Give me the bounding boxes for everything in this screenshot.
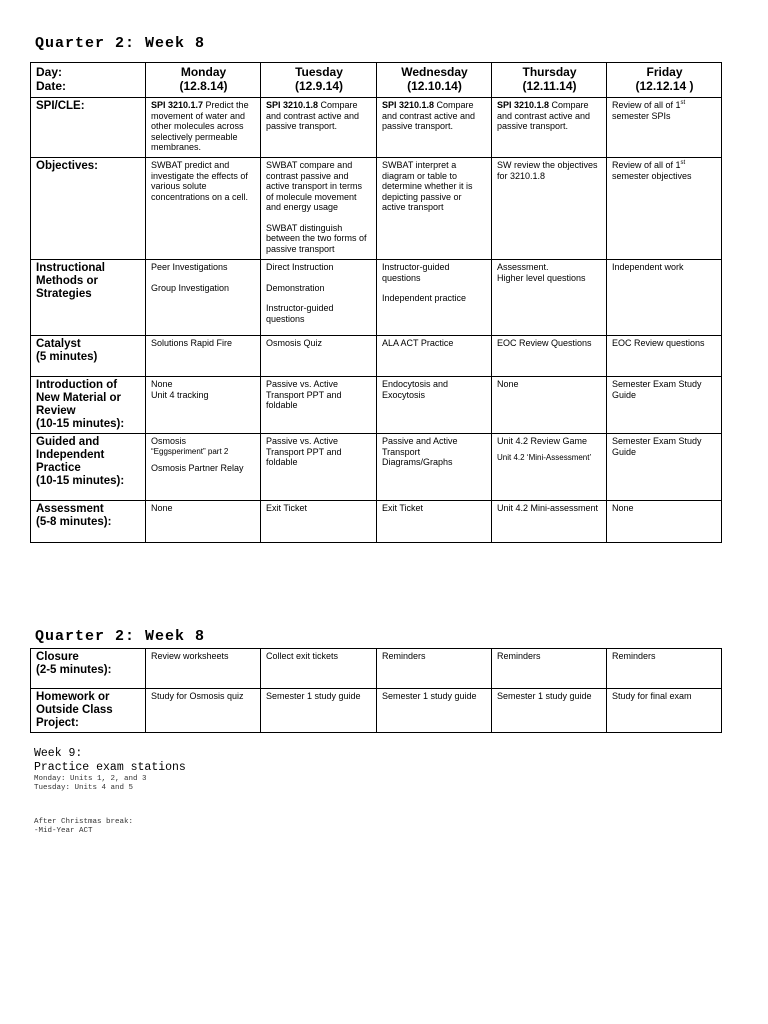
day-name: Wednesday — [401, 65, 468, 79]
page-title-repeat: Quarter 2: Week 8 — [35, 628, 206, 645]
objective-text: SWBAT distinguish between the two forms of passive transport — [266, 222, 367, 254]
closure-thursday: Reminders — [492, 649, 607, 689]
method-text: Higher level questions — [497, 272, 586, 283]
page-title: Quarter 2: Week 8 — [35, 35, 206, 52]
method-text: Demonstration — [266, 282, 325, 293]
day-label: Day: — [36, 65, 63, 79]
method-text: Assessment. — [497, 262, 549, 272]
assessment-row — [31, 501, 722, 543]
row-label-text: (5 minutes) — [36, 351, 98, 363]
spi-text: Review of all of 1 — [612, 100, 681, 110]
homework-friday: Study for final exam — [607, 689, 722, 733]
assessment-tuesday: Exit Ticket — [261, 501, 377, 543]
row-label-text: Guided and Independent Practice — [36, 436, 105, 474]
assessment-friday: None — [607, 501, 722, 543]
row-label-text: (10-15 minutes): — [36, 475, 125, 487]
day-date: (12.11.14) — [522, 79, 577, 93]
closure-wednesday: Reminders — [377, 649, 492, 689]
catalyst-tuesday: Osmosis Quiz — [261, 336, 377, 377]
closure-row — [31, 649, 722, 689]
guided-monday — [146, 434, 261, 501]
catalyst-monday: Solutions Rapid Fire — [146, 336, 261, 377]
guided-text: Osmosis — [151, 436, 187, 446]
homework-thursday: Semester 1 study guide — [492, 689, 607, 733]
row-label — [31, 649, 146, 689]
catalyst-row — [31, 336, 722, 377]
objective-text: semester objectives — [612, 170, 692, 181]
thursday-header — [492, 63, 607, 98]
day-name: Friday — [646, 65, 683, 79]
methods-tuesday — [261, 260, 377, 336]
methods-row — [31, 260, 722, 336]
spi-monday — [146, 98, 261, 158]
intro-friday: Semester Exam Study Guide — [607, 377, 722, 434]
guided-text: Unit 4.2 ‘Mini-Assessment’ — [497, 452, 592, 462]
spi-text: Predict the movement of water and other molecules across selectively permeable membranes. — [151, 100, 249, 152]
objectives-tuesday — [261, 158, 377, 260]
row-label — [31, 434, 146, 501]
method-text: Independent practice — [382, 293, 467, 303]
closure-tuesday: Collect exit tickets — [261, 649, 377, 689]
break-item: -Mid-Year ACT — [34, 827, 93, 835]
closure-friday: Reminders — [607, 649, 722, 689]
guided-text: Unit 4.2 Review Game — [497, 436, 588, 446]
spi-text: Compare and contrast active and passive transport. — [266, 100, 360, 131]
spi-code: SPI 3210.1.8 — [497, 100, 550, 110]
spi-tuesday — [261, 98, 377, 158]
homework-row — [31, 689, 722, 733]
intro-monday — [146, 377, 261, 434]
day-name: Tuesday — [295, 65, 343, 79]
methods-wednesday — [377, 260, 492, 336]
row-label-text: Assessment — [36, 503, 104, 515]
row-label-text: (5-8 minutes): — [36, 516, 112, 528]
methods-friday: Independent work — [607, 260, 722, 336]
row-label — [31, 377, 146, 434]
row-label — [31, 501, 146, 543]
guided-row — [31, 434, 722, 501]
week9-tuesday-note: Tuesday: Units 4 and 5 — [34, 784, 134, 792]
superscript: st — [680, 100, 686, 106]
day-date-label — [31, 63, 146, 98]
spi-code: SPI 3210.1.8 — [266, 100, 319, 110]
tuesday-header — [261, 63, 377, 98]
break-title: After Christmas break: — [34, 818, 134, 826]
intro-thursday: None — [492, 377, 607, 434]
methods-thursday — [492, 260, 607, 336]
guided-tuesday: Passive vs. Active Transport PPT and foldable — [261, 434, 377, 501]
objective-text: SWBAT compare and contrast passive and active transport in terms of molecule movement and energy usage — [266, 160, 363, 212]
method-text: Instructor-guided questions — [266, 303, 334, 324]
day-date: (12.10.14) — [407, 79, 462, 93]
catalyst-thursday: EOC Review Questions — [492, 336, 607, 377]
lesson-plan-table — [30, 62, 722, 543]
spi-row — [31, 98, 722, 158]
homework-monday: Study for Osmosis quiz — [146, 689, 261, 733]
spi-text: semester SPIs — [612, 110, 671, 121]
row-label: Objectives: — [31, 158, 146, 260]
spi-thursday — [492, 98, 607, 158]
week9-title: Week 9: — [34, 747, 83, 760]
spi-code: SPI 3210.1.8 — [382, 100, 435, 110]
row-label: Instructional Methods or Strategies — [31, 260, 146, 336]
spi-text: Compare and contrast active and passive transport. — [382, 100, 476, 131]
intro-text: Unit 4 tracking — [151, 389, 209, 400]
monday-header — [146, 63, 261, 98]
objectives-thursday: SW review the objectives for 3210.1.8 — [492, 158, 607, 260]
header-row — [31, 63, 722, 98]
wednesday-header — [377, 63, 492, 98]
assessment-monday: None — [146, 501, 261, 543]
method-text: Instructor-guided questions — [382, 262, 450, 283]
guided-thursday — [492, 434, 607, 501]
spi-wednesday — [377, 98, 492, 158]
row-label-text: (2-5 minutes): — [36, 664, 112, 676]
objectives-wednesday: SWBAT interpret a diagram or table to determine whether it is depicting passive or active transport — [377, 158, 492, 260]
intro-row — [31, 377, 722, 434]
method-text: Peer Investigations — [151, 262, 228, 272]
guided-friday: Semester Exam Study Guide — [607, 434, 722, 501]
intro-text: None — [151, 379, 173, 389]
spi-friday — [607, 98, 722, 158]
row-label: Homework or Outside Class Project: — [31, 689, 146, 733]
guided-text: “Eggsperiment” part 2 — [151, 446, 229, 456]
spi-code: SPI 3210.1.7 — [151, 100, 204, 110]
objective-text: Review of all of 1 — [612, 160, 681, 170]
row-label-text: Introduction of New Material or Review — [36, 379, 121, 417]
assessment-thursday: Unit 4.2 Mini-assessment — [492, 501, 607, 543]
superscript: st — [680, 160, 686, 166]
lesson-plan-table-continued — [30, 648, 722, 733]
day-date: (12.8.14) — [179, 79, 228, 93]
objectives-monday: SWBAT predict and investigate the effects of various solute concentrations on a cell. — [146, 158, 261, 260]
day-name: Monday — [180, 65, 227, 79]
closure-monday: Review worksheets — [146, 649, 261, 689]
date-label: Date: — [36, 79, 67, 93]
assessment-wednesday: Exit Ticket — [377, 501, 492, 543]
row-label-text: Catalyst — [36, 338, 81, 350]
objectives-friday — [607, 158, 722, 260]
week9-subtitle: Practice exam stations — [34, 761, 186, 774]
day-date: (12.9.14) — [294, 79, 344, 93]
row-label — [31, 336, 146, 377]
homework-tuesday: Semester 1 study guide — [261, 689, 377, 733]
guided-text: Osmosis Partner Relay — [151, 463, 244, 473]
method-text: Direct Instruction — [266, 262, 334, 272]
day-date: (12.12.14 ) — [635, 79, 694, 93]
friday-header — [607, 63, 722, 98]
catalyst-friday: EOC Review questions — [607, 336, 722, 377]
guided-wednesday: Passive and Active Transport Diagrams/Graphs — [377, 434, 492, 501]
spi-text: Compare and contrast active and passive transport. — [497, 100, 591, 131]
method-text: Group Investigation — [151, 282, 230, 293]
row-label-text: Closure — [36, 651, 79, 663]
week9-monday-note: Monday: Units 1, 2, and 3 — [34, 775, 147, 783]
intro-tuesday: Passive vs. Active Transport PPT and foldable — [261, 377, 377, 434]
intro-wednesday: Endocytosis and Exocytosis — [377, 377, 492, 434]
homework-wednesday: Semester 1 study guide — [377, 689, 492, 733]
row-label-text: (10-15 minutes): — [36, 418, 125, 430]
methods-monday — [146, 260, 261, 336]
row-label: SPI/CLE: — [31, 98, 146, 158]
catalyst-wednesday: ALA ACT Practice — [377, 336, 492, 377]
objectives-row — [31, 158, 722, 260]
day-name: Thursday — [522, 65, 577, 79]
